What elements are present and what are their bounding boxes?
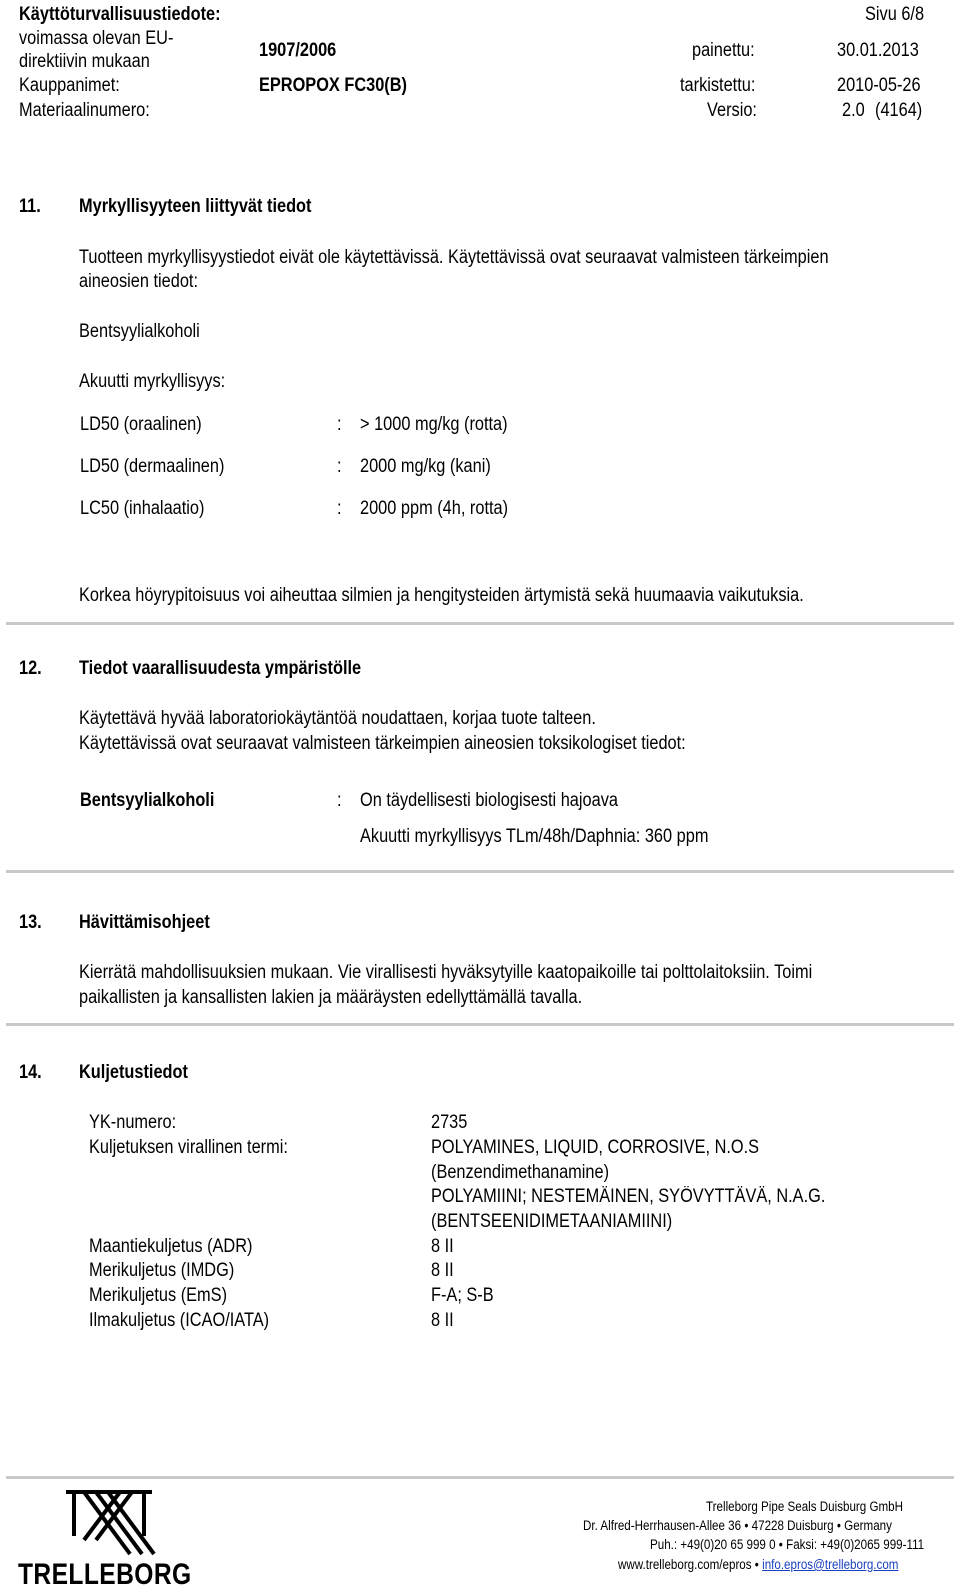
transport-mode-value: 8 II [431,1310,454,1331]
section-12-line1: Käytettävä hyvää laboratoriokäytäntöä noudattaen, korjaa tuote talteen. [79,708,596,729]
shipping-name-line: (BENTSEENIDIMETAANIAMIINI) [431,1211,673,1232]
printed-date: 30.01.2013 [837,40,919,61]
trade-names-label: Kauppanimet: [19,75,120,96]
acute-toxicity-heading: Akuutti myrkyllisyys: [79,371,226,392]
eco-separator: : [337,790,342,811]
transport-mode-label: Merikuljetus (EmS) [89,1285,228,1306]
shipping-name-line: POLYAMINES, LIQUID, CORROSIVE, N.O.S [431,1137,760,1158]
section-13-title: Hävittämisohjeet [79,912,210,933]
toxicity-row-label: LD50 (oraalinen) [80,414,202,435]
website-link[interactable]: www.trelleborg.com/epros [618,1557,752,1572]
transport-mode-label: Merikuljetus (IMDG) [89,1260,235,1281]
section-divider [6,870,954,873]
section-12-title: Tiedot vaarallisuudesta ympäristölle [79,658,362,679]
section-12-number: 12. [19,658,42,679]
directive-label-line2: direktiivin mukaan [19,51,150,72]
version-value: 2.0 [842,100,865,121]
revised-label: tarkistettu: [680,75,756,96]
footer-divider [6,1476,954,1479]
logo-wordmark: TRELLEBORG [18,1558,192,1591]
toxicity-row-separator: : [337,498,342,519]
product-name: EPROPOX FC30(B) [259,75,408,96]
section-divider [6,622,954,625]
revised-date: 2010-05-26 [837,75,921,96]
toxicity-row-value: 2000 mg/kg (kani) [360,456,491,477]
toxicity-row-value: 2000 ppm (4h, rotta) [360,498,509,519]
transport-mode-label: Maantiekuljetus (ADR) [89,1236,253,1257]
toxicity-row-separator: : [337,414,342,435]
email-link[interactable]: info.epros@trelleborg.com [762,1557,899,1572]
un-number-label: YK-numero: [89,1112,177,1133]
toxicity-row-label: LD50 (dermaalinen) [80,456,225,477]
section-14-number: 14. [19,1062,42,1083]
toxicity-row-value: > 1000 mg/kg (rotta) [360,414,508,435]
printed-label: painettu: [692,40,755,61]
section-11-intro-line2: aineosien tiedot: [79,271,199,292]
document-type-label: Käyttöturvallisuustiedote: [19,4,221,25]
section-13-number: 13. [19,912,42,933]
un-number-value: 2735 [431,1112,468,1133]
transport-mode-value: 8 II [431,1260,454,1281]
page-number: Sivu 6/8 [865,4,925,25]
trelleborg-logo-icon [18,1488,200,1560]
version-label: Versio: [707,100,757,121]
version-code: (4164) [875,100,923,121]
company-address: Dr. Alfred-Herrhausen-Allee 36 • 47228 Duisburg • Germany [583,1518,892,1533]
transport-mode-label: Ilmakuljetus (ICAO/IATA) [89,1310,270,1331]
directive-number: 1907/2006 [259,40,337,61]
shipping-name-line: (Benzendimethanamine) [431,1162,610,1183]
transport-mode-value: F-A; S-B [431,1285,494,1306]
company-contact: www.trelleborg.com/epros • info.epros@trelleborg.com [618,1557,899,1572]
transport-mode-value: 8 II [431,1236,454,1257]
section-11-title: Myrkyllisyyteen liittyvät tiedot [79,196,312,217]
trelleborg-logo [18,1488,200,1592]
section-divider [6,1023,954,1026]
section-13-line1: Kierrätä mahdollisuuksien mukaan. Vie virallisesti hyväksytyille kaatopaikoille tai polttolaitoksiin. Toimi [79,962,813,983]
shipping-name-line: POLYAMIINI; NESTEMÄINEN, SYÖVYTTÄVÄ, N.A.G. [431,1186,826,1207]
eco-aquatic-toxicity: Akuutti myrkyllisyys TLm/48h/Daphnia: 360 ppm [360,826,709,847]
section-12-line2: Käytettävissä ovat seuraavat valmisteen tärkeimpien aineosien toksikologiset tiedot: [79,733,686,754]
section-11-number: 11. [19,196,41,217]
directive-label-line1: voimassa olevan EU- [19,28,174,49]
eco-biodegradability: On täydellisesti biologisesti hajoava [360,790,618,811]
company-phone: Puh.: +49(0)20 65 999 0 • Faksi: +49(0)2065 999-111 [650,1537,925,1552]
company-name: Trelleborg Pipe Seals Duisburg GmbH [706,1499,904,1514]
eco-substance-name: Bentsyylialkoholi [80,790,215,811]
shipping-name-label: Kuljetuksen virallinen termi: [89,1137,288,1158]
section-14-title: Kuljetustiedot [79,1062,188,1083]
section-13-line2: paikallisten ja kansallisten lakien ja määräysten edellyttämällä tavalla. [79,987,583,1008]
section-11-intro-line1: Tuotteen myrkyllisyystiedot eivät ole käytettävissä. Käytettävissä ovat seuraavat valmisteen tärkeimpien [79,247,829,268]
material-number-label: Materiaalinumero: [19,100,150,121]
toxicity-row-separator: : [337,456,342,477]
substance-name: Bentsyylialkoholi [79,321,200,342]
section-11-note: Korkea höyrypitoisuus voi aiheuttaa silmien ja hengitysteiden ärtymistä sekä huumaavia vaikutuksia. [79,585,804,606]
toxicity-row-label: LC50 (inhalaatio) [80,498,205,519]
